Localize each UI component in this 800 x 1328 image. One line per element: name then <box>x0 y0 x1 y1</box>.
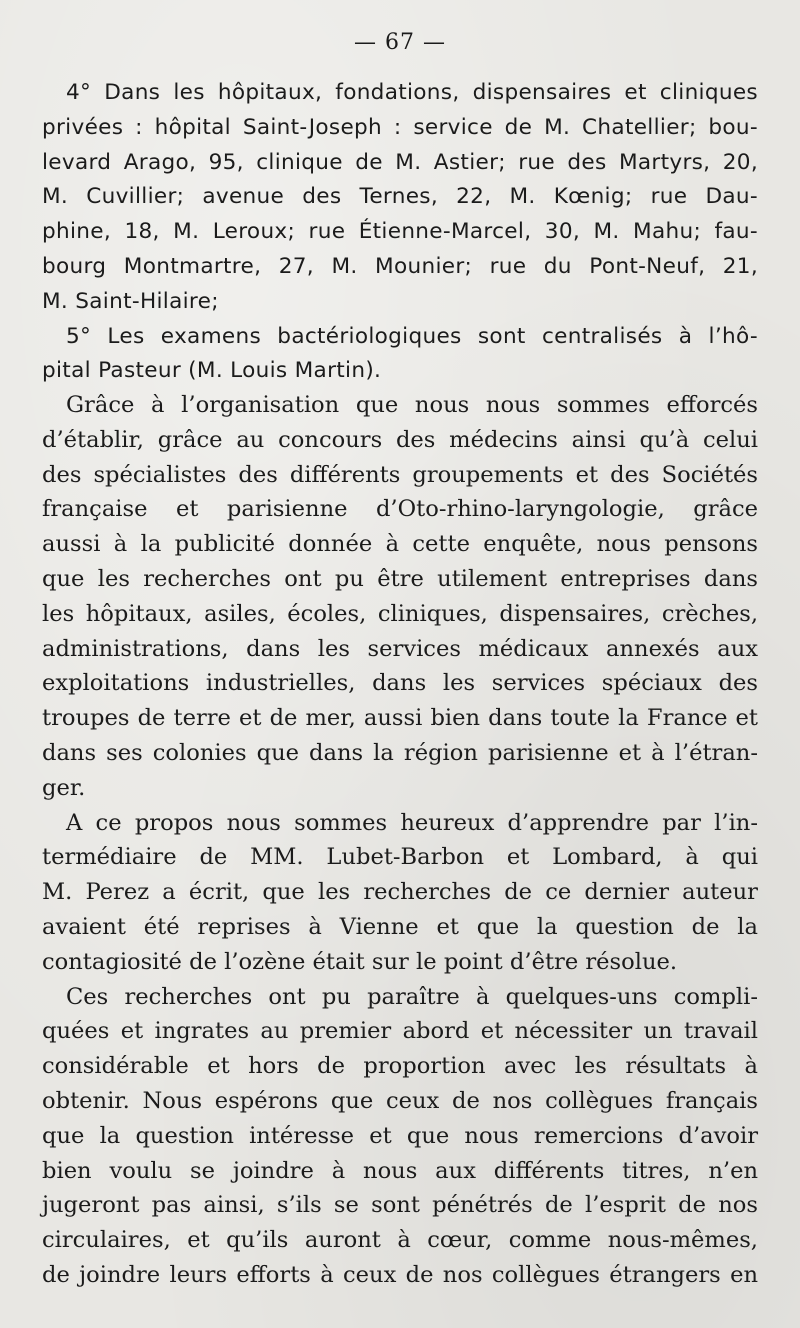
text-line: M. Perez a écrit, que les recherches de ce dernier auteur <box>42 879 758 906</box>
page-number: — 67 — <box>354 30 446 55</box>
text-line: A ce propos nous sommes heureux d’apprendre par l’in- <box>66 809 758 836</box>
text-line: M. Saint-Hilaire; <box>42 288 219 314</box>
body-text <box>42 388 758 1293</box>
text-line: d’établir, grâce au concours des médecins ainsi qu’à celui <box>42 426 758 453</box>
text-line: avaient été reprises à Vienne et que la question de la <box>42 913 758 940</box>
text-line: troupes de terre et de mer, aussi bien dans toute la France et <box>42 705 758 732</box>
text-line: des spécialistes des différents groupements et des Sociétés <box>42 461 758 488</box>
text-line: les hôpitaux, asiles, écoles, cliniques, dispensaires, crèches, <box>42 600 758 627</box>
paragraph <box>42 806 758 980</box>
text-line: privées : hôpital Saint-Joseph : service de M. Chatellier; bou- <box>42 114 758 140</box>
text-line: circulaires, et qu’ils auront à cœur, comme nous-mêmes, <box>42 1227 758 1254</box>
text-line: aussi à la publicité donnée à cette enquête, nous pensons <box>42 531 758 558</box>
text-line: levard Arago, 95, clinique de M. Astier; rue des Martyrs, 20, <box>42 149 758 175</box>
text-line: française et parisienne d’Oto-rhino-laryngologie, grâce <box>42 496 758 523</box>
text-line: 5° Les examens bactériologiques sont centralisés à l’hô- <box>66 323 758 349</box>
text-line: 4° Dans les hôpitaux, fondations, dispensaires et cliniques <box>66 80 758 105</box>
text-line: considérable et hors de proportion avec les résultats à <box>42 1053 758 1080</box>
text-line: Grâce à l’organisation que nous nous sommes efforcés <box>66 392 758 418</box>
paragraph <box>42 980 758 1293</box>
text-line: dans ses colonies que dans la région parisienne et à l’étran- <box>42 739 758 766</box>
text-line: que la question intéresse et que nous remercions d’avoir <box>42 1122 758 1149</box>
text-line: obtenir. Nous espérons que ceux de nos collègues français <box>42 1087 758 1114</box>
paragraph <box>42 388 758 806</box>
text-line: exploitations industrielles, dans les services spéciaux des <box>42 670 758 697</box>
text-line: que les recherches ont pu être utilement entreprises dans <box>42 565 758 592</box>
text-line: bourg Montmartre, 27, M. Mounier; rue du Pont-Neuf, 21, <box>42 253 758 279</box>
text-line: bien voulu se joindre à nous aux différents titres, n’en <box>42 1157 758 1184</box>
text-line: termédiaire de MM. Lubet-Barbon et Lombard, à qui <box>42 844 758 871</box>
text-line: quées et ingrates au premier abord et nécessiter un travail <box>42 1018 758 1045</box>
text-line: ger. <box>42 774 86 801</box>
text-line: contagiosité de l’ozène était sur le point d’être résolue. <box>42 948 678 975</box>
text-line: jugeront pas ainsi, s’ils se sont pénétrés de l’esprit de nos <box>42 1192 758 1219</box>
text-line: M. Cuvillier; avenue des Ternes, 22, M. Kœnig; rue Dau- <box>42 184 758 210</box>
text-line: phine, 18, M. Leroux; rue Étienne-Marcel, 30, M. Mahu; fau- <box>42 219 758 245</box>
text-line: Ces recherches ont pu paraître à quelques-uns compli- <box>66 983 758 1010</box>
text-line: de joindre leurs efforts à ceux de nos collègues étrangers en <box>42 1261 758 1288</box>
text-line: administrations, dans les services médicaux annexés aux <box>42 635 758 662</box>
list-section <box>42 76 758 389</box>
text-line: pital Pasteur (M. Louis Martin). <box>42 358 382 384</box>
